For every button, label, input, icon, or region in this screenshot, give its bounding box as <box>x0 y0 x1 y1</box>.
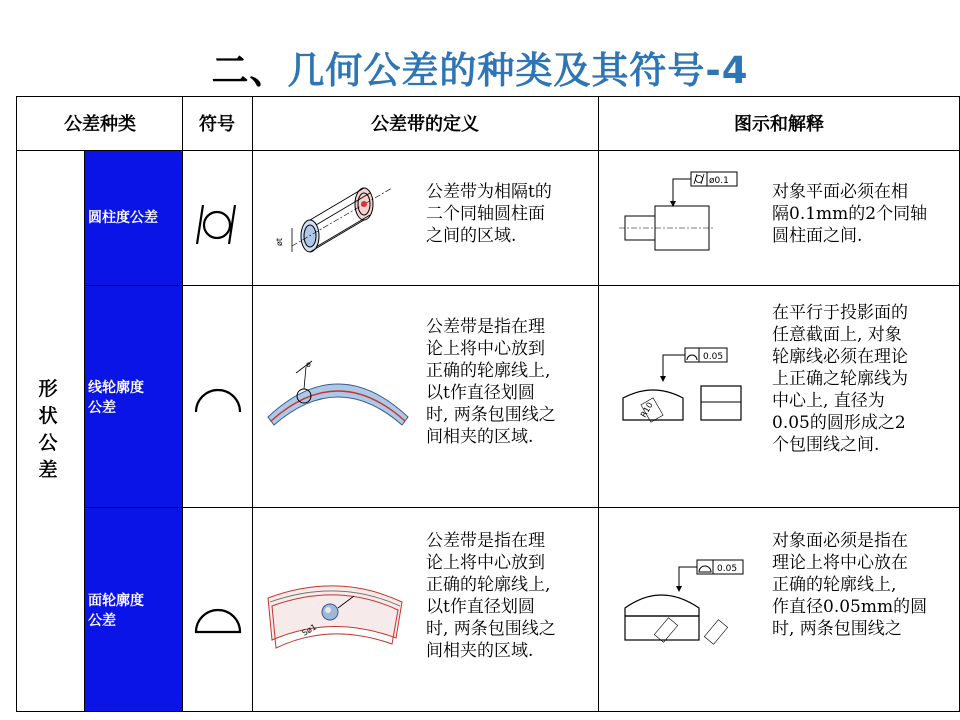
line-fig-label: R10 <box>638 400 655 419</box>
definition-text-cylindricity: 公差带为相隔t的 二个同轴圆柱面 之间的区域. <box>426 182 552 246</box>
surface-frame-value: 0.05 <box>717 564 738 574</box>
definition-text-surface-profile: 公差带是指在理 论上将中心放到 正确的轮廓线上, 以t作直径划圆 时, 两条包围线之 间相夹的区域. <box>426 531 556 661</box>
category-label: 形状公差 <box>38 378 58 481</box>
cyl-fig-label: øt <box>275 237 284 246</box>
row-name-line-profile: 线轮廓度 公差 <box>88 380 144 416</box>
header-definition: 公差带的定义 <box>371 114 479 135</box>
cylindricity-symbol-icon <box>195 200 241 246</box>
line-profile-zone-figure <box>262 355 422 435</box>
row-name-surface-profile: 面轮廓度 公差 <box>88 593 144 629</box>
explanation-text-cylindricity: 对象平面必须在相 隔0.1mm的2个同轴 圆柱面之间. <box>772 182 928 246</box>
header-type: 公差种类 <box>64 114 136 135</box>
header-illustration: 图示和解释 <box>734 114 824 135</box>
surface-profile-zone-figure <box>262 578 412 658</box>
title-prefix: 二、 <box>211 49 288 92</box>
explanation-text-surface-profile: 对象面必须是指在 理论上将中心放在 正确的轮廓线上, 作直径0.05mm的圆 时, 两条包围线之 <box>772 531 928 639</box>
line-profile-drawing <box>615 340 765 440</box>
profile-of-surface-symbol-icon <box>193 604 243 634</box>
profile-of-line-symbol-icon <box>193 388 243 414</box>
cylindricity-zone-figure <box>272 178 422 268</box>
row-name-cell-line-profile <box>84 286 182 507</box>
definition-text-line-profile: 公差带是指在理 论上将中心放到 正确的轮廓线上, 以t作直径划圆 时, 两条包围线之 间相夹的区域. <box>426 317 556 447</box>
row-name-cell-cylindricity <box>84 151 182 285</box>
title-main: 几何公差的种类及其符号-4 <box>287 49 749 92</box>
surface-profile-drawing <box>615 552 765 662</box>
svg-text:ø: ø <box>306 360 311 369</box>
page-title <box>0 40 960 94</box>
cylindricity-drawing <box>615 168 765 258</box>
line-frame-value: 0.05 <box>703 352 724 362</box>
explanation-text-line-profile: 在平行于投影面的 任意截面上, 对象 轮廓线必须在理论 上正确之轮廓线为 中心上, 直径为 0.05的圆形成之2 个包围线之间. <box>772 303 908 455</box>
surface-fig-label: Sø1 <box>300 622 319 638</box>
row-name-cylindricity: 圆柱度公差 <box>88 210 158 226</box>
header-symbol: 符号 <box>199 114 235 135</box>
cyl-frame-value: ø0.1 <box>709 176 729 186</box>
row-name-cell-surface-profile <box>84 508 182 711</box>
